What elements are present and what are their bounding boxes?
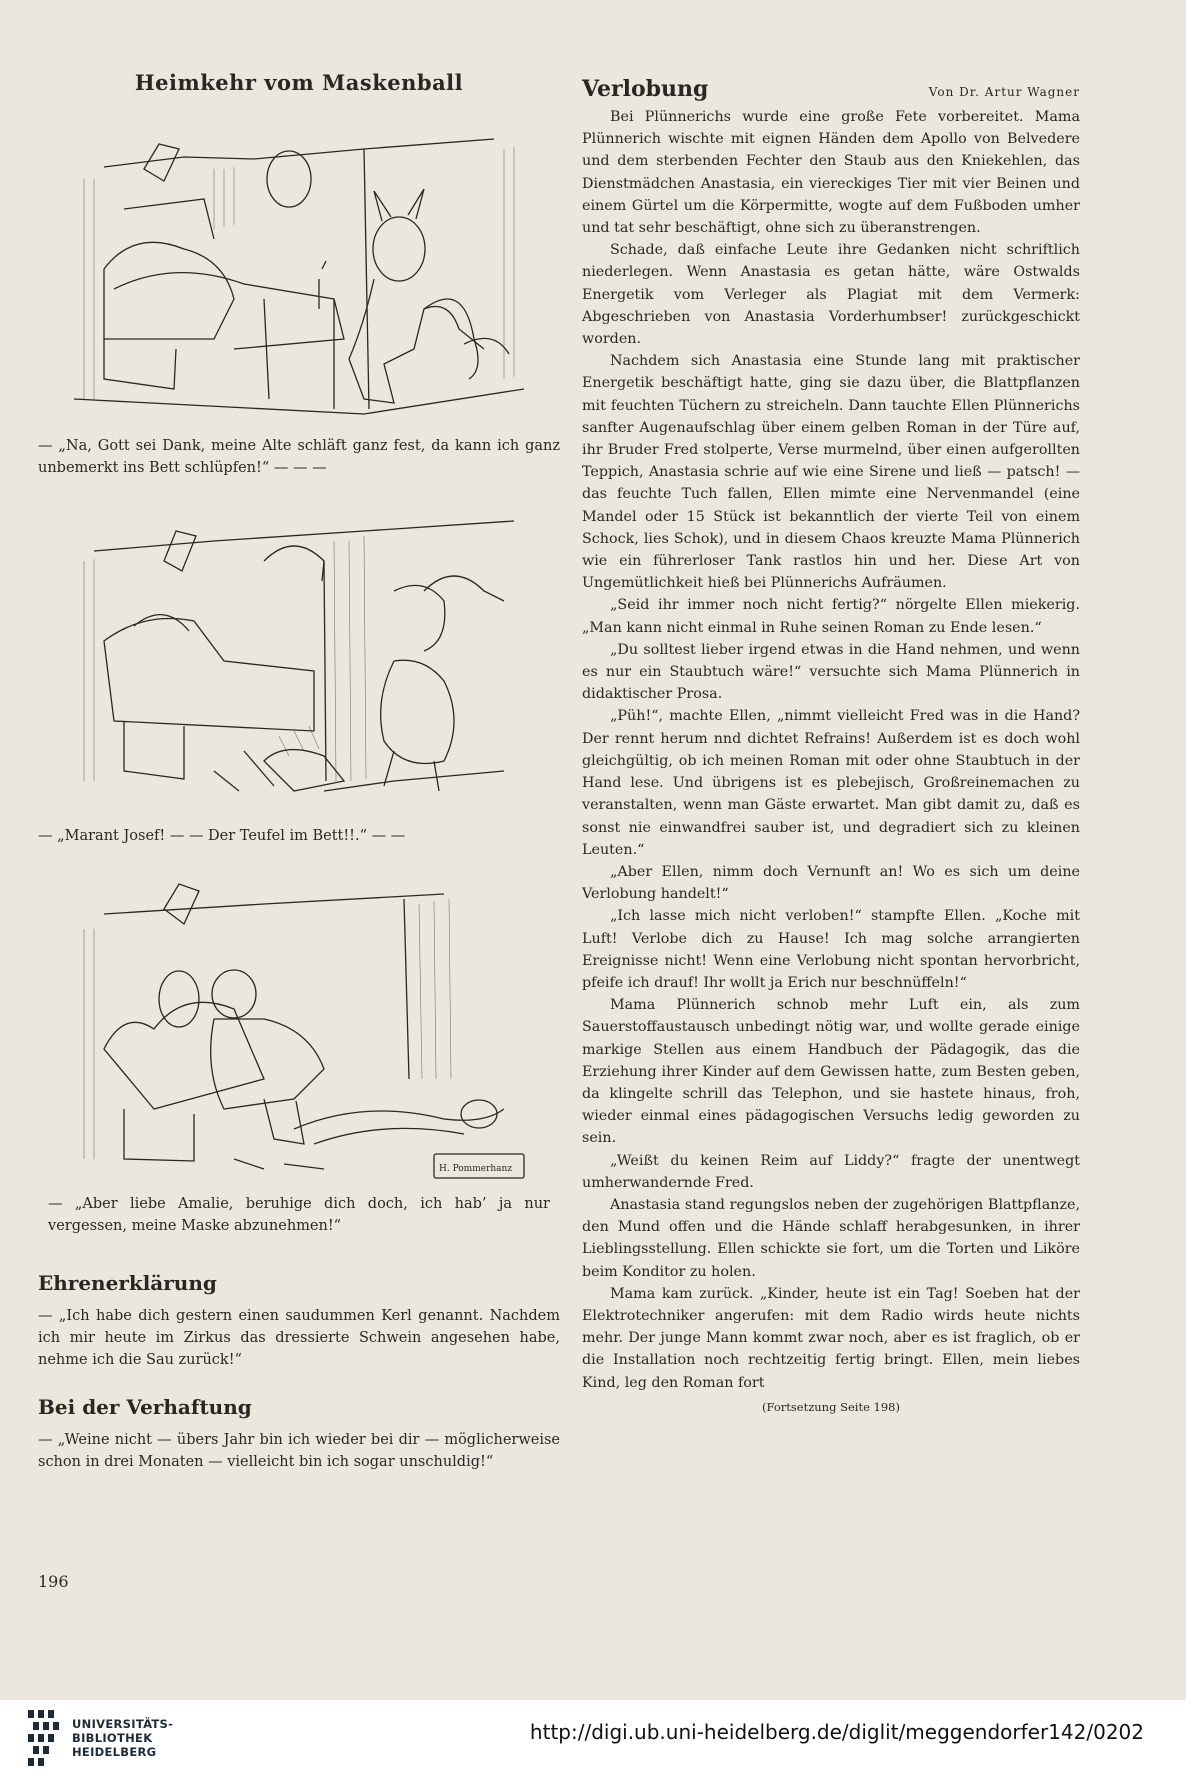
article-column xyxy=(582,76,1080,1414)
library-name: UNIVERSITÄTS- BIBLIOTHEK HEIDELBERG xyxy=(72,1717,174,1759)
page-number: 196 xyxy=(38,1572,69,1591)
section-title-verhaftung: Bei der Verhaftung xyxy=(38,1395,252,1419)
section-text-ehrenerklaerung: — „Ich habe dich gestern einen saudummen Kerl genannt. Nachdem ich mir heute im Zirkus das dressierte Schwein angesehen habe, nehme ich die Sau zurück!“ xyxy=(38,1308,560,1368)
article-paragraph: Nachdem sich Anastasia eine Stunde lang mit praktischer Energetik beschäftigt hatte, ging sie dazu über, die Blattpflanzen mit feuchten Tüchern zu streicheln. Dann tauchte Ellen Plünnerichs sanfter Augenaufschlag über einem gelben Roman in der Türe auf, ihr Bruder Fred stolperte, Verse murmelnd, über einen aufgerollten Teppich, Anastasia schrie auf wie eine Sirene und ließ — patsch! — das feuchte Tuch fallen, Ellen mimte eine Nervenmandel (eine Mandel oder 15 Stück ist bekanntlich der vierte Teil von einem Schock, lies Schok), und in diesem Chaos kreuzte Mama Plünnerich wie ein führerloser Tank rastlos hin und her. Diese Art von Ungemütlichkeit hieß bei Plünnerichs Aufräumen. xyxy=(582,353,1080,592)
section-title-ehrenerklaerung: Ehrenerklärung xyxy=(38,1271,217,1295)
cartoon-caption-2: — „Marant Josef! — — Der Teufel im Bett!!.“ — — xyxy=(38,828,406,844)
article-byline: Von Dr. Artur Wagner xyxy=(928,85,1080,99)
article-paragraph: „Aber Ellen, nimm doch Vernunft an! Wo es sich um deine Verlobung handelt!“ xyxy=(582,863,1080,903)
cartoon-panel-1 xyxy=(64,109,534,427)
cartoon-caption-1: — „Na, Gott sei Dank, meine Alte schläft ganz fest, da kann ich ganz unbemerkt ins Bett schlüpfen!“ — — — xyxy=(38,438,560,476)
article-body xyxy=(582,106,1080,1394)
artist-signature: H. Pommerhanz xyxy=(439,1164,513,1174)
cartoon-heading: Heimkehr vom Maskenball xyxy=(134,70,464,95)
article-paragraph: „Weißt du keinen Reim auf Liddy?“ fragte der unentwegt umherwandernde Fred. xyxy=(582,1152,1080,1191)
article-title: Verlobung xyxy=(582,76,709,102)
cartoon-panel-2 xyxy=(64,501,534,819)
article-paragraph: „Seid ihr immer noch nicht fertig?“ nörgelte Ellen miekerig. „Man kann nicht einmal in Ruhe seinen Roman zu Ende lesen.“ xyxy=(582,597,1080,636)
article-paragraph: Bei Plünnerichs wurde eine große Fete vorbereitet. Mama Plünnerich wischte mit eignen Händen dem Apollo von Belvedere und dem sterbenden Fechter den Staub aus den Kniekehlen, das Dienstmädchen Anastasia, ein viereckiges Tier mit vier Beinen und einem Gürtel um die Körpermitte, wogte auf dem Fußboden umher und tat sehr beschäftigt, ohne sich zu überanstrengen. xyxy=(582,109,1080,237)
library-emblem-icon xyxy=(28,1710,62,1766)
article-paragraph: „Ich lasse mich nicht verloben!“ stampfte Ellen. „Koche mit Luft! Verlobe dich zu Hause! Ich mag solche arrangierten Ereignisse nicht! Wenn eine Verlobung nicht spontan hervorbricht, pfeife ich drauf! Ihr wollt ja Erich nur beschnüffeln!“ xyxy=(582,908,1080,991)
continuation-note: (Fortsetzung Seite 198) xyxy=(762,1399,900,1414)
article-paragraph: „Du solltest lieber irgend etwas in die Hand nehmen, und wenn es nur ein Staubtuch wäre!“ versuchte sich Mama Plünnerich in didaktischer Prosa. xyxy=(582,641,1080,703)
section-text-verhaftung: — „Weine nicht — übers Jahr bin ich wieder bei dir — möglicherweise schon in drei Monaten — vielleicht bin ich sogar unschuldig!“ xyxy=(38,1432,560,1470)
article-paragraph: Mama Plünnerich schnob mehr Luft ein, als zum Sauerstoffaustausch unbedingt nötig war, und wollte gerade einige markige Stellen aus einem Handbuch der Pädagogik, das die Erziehung ihrer Kinder auf dem Gewissen hatte, zum Besten geben, da klingelte schrill das Telephon, und sie hastete hinaus, froh, wieder einmal eines pädagogischen Versuchs ledig geworden zu sein. xyxy=(582,997,1080,1147)
cartoon-caption-3: — „Aber liebe Amalie, beruhige dich doch, ich hab’ ja nur vergessen, meine Maske abzunehmen!“ xyxy=(48,1196,550,1234)
article-header xyxy=(582,76,1080,102)
article-paragraph: Anastasia stand regungslos neben der zugehörigen Blattpflanze, den Mund offen und die Hände schlaff herabgesunken, in ihrer Lieblingsstellung. Ellen schickte sie fort, um die Torten und Liköre beim Konditor zu holen. xyxy=(582,1196,1080,1280)
left-column xyxy=(38,70,560,1473)
viewer-footer xyxy=(0,1700,1186,1785)
library-logo[interactable] xyxy=(28,1710,173,1766)
article-paragraph: Schade, daß einfache Leute ihre Gedanken nicht schriftlich niederlegen. Wenn Anastasia es getan hätte, wäre Ostwalds Energetik vom Verleger als Plagiat mit dem Vermerk: Abgeschrieben von Anastasia Vorderhumbser! zurückgeschickt worden. xyxy=(582,242,1080,348)
article-paragraph: „Püh!“, machte Ellen, „nimmt vielleicht Fred was in die Hand? Der rennt herum nnd dichtet Refrains! Außerdem ist es doch wohl gleichgültig, ob ich meinen Roman mit oder ohne Staubtuch in der Hand lese. Und übrigens ist es plebejisch, Großreinemachen zu veranstalten, wenn man Gäste erwartet. Man gibt damit zu, daß es sonst nie einwandfrei sauber ist, und degradiert sich zu kleinen Leuten.“ xyxy=(582,708,1080,858)
cartoon-panel-3 xyxy=(64,869,534,1187)
article-paragraph: Mama kam zurück. „Kinder, heute ist ein Tag! Soeben hat der Elektrotechniker angerufen: mit dem Radio wirds heute nichts mehr. Der junge Mann kommt zwar noch, aber es ist fraglich, ob er die Installation noch rechtzeitig fertig bringt. Ellen, mein liebes Kind, leg den Roman fort xyxy=(582,1285,1080,1391)
document-url[interactable]: http://digi.ub.uni-heidelberg.de/diglit/meggendorfer142/0202 xyxy=(529,1720,1144,1744)
